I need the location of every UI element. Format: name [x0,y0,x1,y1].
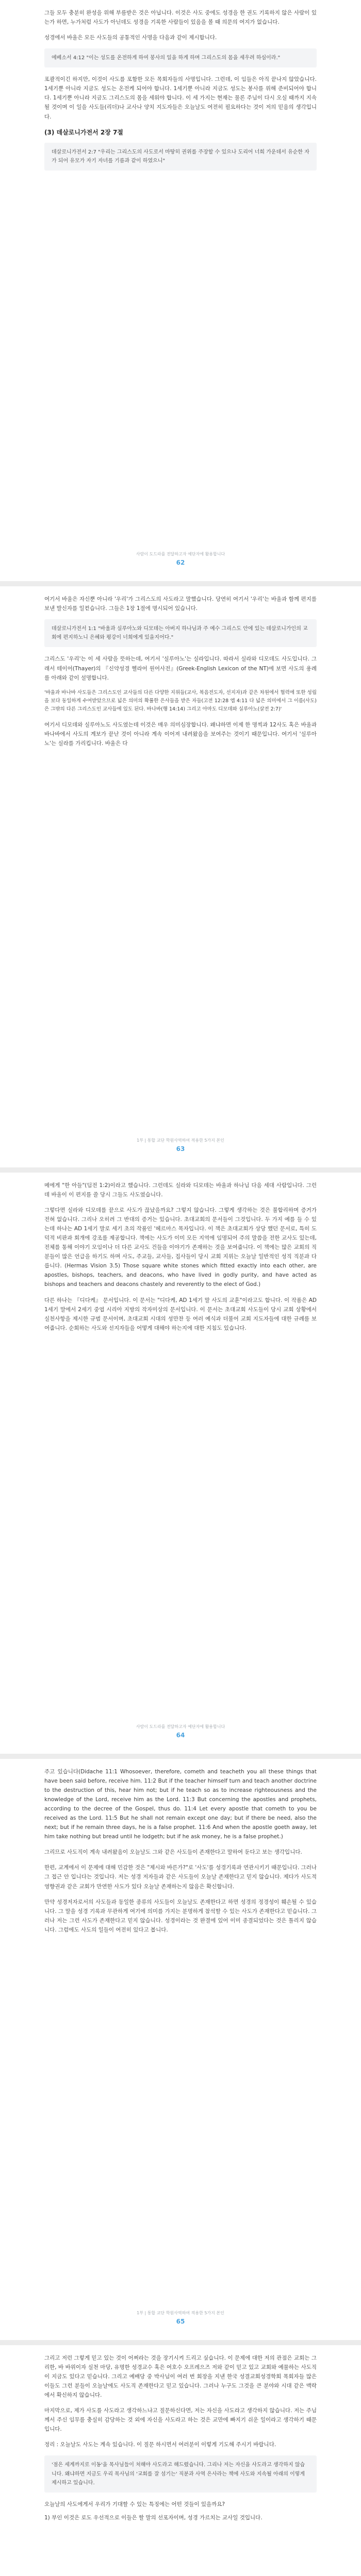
page-66-para-1: 그리고 저런 그렇게 믿고 있는 것이 어쩌라는 것을 장기시켜 드리고 싶습니다. 이 문제에 대한 저의 관점은 교회는 그리한, 바 바위이자 실천 마당, 유명한 성경교수 혹은 여호수 오프레으즈 저와 같이 믿고 있고 교회와 예물하는 사도직이 지금도 있다고 믿습니다. 그리고 예배당 중 박사님이 여러 번 회장을 지낸 한국 성결교회성경학회 목회자들 많은 이들도 그런 분들이 오늘날에도 사도직 존재한다고 믿고 있습니다. 그러나 누구도 그것을 큰 분야와 시대 같은 맥락에서 확신하지 않습니다. [44,2355,317,2399]
page-63-para-3: 여기서 디모데와 실루아노도 사도였는데 이것은 매우 의미심장합니다. 왜냐하면 이제 한 명씩과 12사도 혹은 바울과 바나바에서 사도의 계보가 끝난 것이 아니라 계속 이어져 내려왔음을 보여주는 것이기 때문입니다. 여기서 '실루아노'는 실라를 가리킵니다. 바울은 다 [44,721,317,747]
page-63-para-2: 그리스도 '우리'는 이 세 사람을 뜻하는데, 여기서 '실루아노'는 실라입니다. 따라서 실라와 디모데도 사도입니다. 그래서 테이어(Thayer)의 『신약성경 헬라어 원어사전』(Greek-English Lexicon of the NT)에 보면 사도의 용례를 아래와 같이 설명합니다. [44,656,317,681]
page-66-para-2: 마지막으로, 제가 사도를 사도라고 생각하느냐고 질문하신다면, 저는 자신을 사도라고 생각하지 않습니다. 저는 주님께서 주신 임무를 충실히 감당하는 것 외에 자신을 사도라고 하는 것은 교만에 빠지기 쉬운 일이라고 생각하기 때문입니다. [44,2408,317,2433]
page-65-para-4: 만약 성경저자로서의 사도들과 동일한 종류의 사도들이 오늘날도 존재한다고 하면 성경의 정경성이 훼손될 수 있습니다. 그 말을 성경 기록과 무관하게 여기에 의미를 가지는 분명하게 참석할 수 있는 사도가 존재한다고 믿습니다. 그러나 저는 그런 사도가 존재한다고 믿지 않습니다. 성경이라는 것 완결에 있어 이미 종결되었다는 것은 틀리지 않습니다. 그럼에도 사도의 일들이 여전히 있다고 봅니다. [44,1899,317,1933]
page-66-para-3: 정리 : 오늘날도 사도는 계속 있습니다. 이 질문 하시면서 여러분이 이렇게 기도해 주시기 바랍니다. [44,2442,276,2448]
page-66 [0,2345,361,2576]
page-65-para-2: 그리므로 사도직이 계속 내려왔음이 오늘날도 그와 같은 사도들이 존재한다고 말하여 둔다고 보는 생각입니다. [44,1849,302,1856]
page-65-para-3: 한편, 교계에서 이 문제에 대해 민감한 것은 "제시와 바른가?"로 '사도'를 성경기록과 연관시키기 때문입니다. 그러나 그 접근 안 입니다는 것입니다. 저는 성경 저자들과 같은 사도들이 오늘날 존재한다고 믿지 않습니다. 제다가 사도적 영향권과 같은 교회가 만연한 사도가 있다 오늘날 존재하는지 않음은 확신합니다. [44,1865,317,1890]
page-separator [0,2340,361,2345]
page-separator [0,1167,361,1173]
page-62-footer-text: 사람이 도드라를 전달하고자 예단자에 활용합니다 [136,552,225,556]
page-63-quote-thessalonians: 데살로니가전서 1:1 "바울과 실루아노와 디모데는 아버지 하나님과 주 예수 그리스도 안에 있는 데살로니가인의 교회에 편지하노니 은혜와 평강이 너희에게 있을지어다." [44,619,317,647]
page-65 [0,1759,361,2340]
page-62-para-1: 그들 모두 충분히 완성을 위해 부름받은 것은 아닙니다. 이것은 사도 중에도 성경을 한 권도 기록하지 않은 사람이 있는가 하면, 누가처럼 사도가 아닌데도 성경을 기록한 사람들이 있음을 볼 때 의문의 여지가 없습니다. [44,10,317,26]
page-62-quote-thessalonians: 데살로니가전서 2:7 "우리는 그리스도의 사도로서 마땅히 권위를 주장할 수 있으나 도리어 너희 가운데서 유순한 자가 되어 유모가 자기 자녀를 기름과 같이 하였으니" [44,143,317,171]
page-separator [0,581,361,586]
page-65-number: 65 [176,2318,185,2325]
page-64 [0,1173,361,1754]
page-62-quote-ephesians: 에베소서 4:12 "이는 성도를 온전하게 하여 봉사의 일을 하게 하며 그리스도의 몸을 세우려 하심이라." [44,48,317,67]
page-66-question-1: 오늘날의 사도에게서 우리가 기대할 수 있는 특징에는 어떤 것들이 있을까요? [44,2501,225,2507]
page-65-footer [0,2310,361,2325]
page-63-para-lexicon: '바울과 바나바 사도들은 그리스도인 교사들의 다른 다양한 지위들(교사, 복음전도자, 선지자)과 같은 차원에서 협력에 또한 성립을 보다 동일하게 수여받았으므로 넓은 의미의 확률한 은사들을 받은 자들(고전 12:28 엡 4:11 다 넓은 의미에서 그 이름(사도)은 그밖의 다른 그리스도인 교사들에 있도 된다. 바나바(행 14:14) 그리고 아마도 디모데와 실루아노(살전 2:7)' [44,689,317,713]
page-separator [0,1754,361,1759]
page-62-number: 62 [176,559,185,566]
page-62-para-3: 포괄적이긴 하지만, 이것이 사도를 포함한 모든 목회자들의 사명입니다. 그런데, 이 임들은 아직 끝나지 않았습니다. 1세기뿐 아니라 지금도 성도는 온전케 되어야 합니다. 1세기뿐 아니라 지금도 성도는 봉사를 위해 준비되어야 합니다. 1세기뿐 아니라 지금도 그리스도의 몸을 세워야 합니다. 이 세 가지는 현재는 물론 주님이 다시 오실 때까지 지속될 것이며 이 일을 사도들(리더)나 교사나 양치 지도자들은 오늘날도 여전히 필요하다는 것이 저의 믿음의 생각입니다. [44,76,317,120]
page-63 [0,586,361,1167]
page-64-para-2: 그렇다면 실라와 디모데를 끝으로 사도가 끊났을까요? 그렇지 않습니다. 그렇게 생각하는 것은 불합리하며 증거가 전혀 없습니다. 그리나 오히려 그 반대의 증거는 있습니다. 초대교회의 문서들이 그것입니다. 두 가지 예를 들 수 있는데 하나는 AD 1세기 말로 세기 초의 작품인 '헤르마스 목자입니다. 이 책은 초대교회가 상당 했던 문서로, 특히 도덕적 비판과 회개에 강조를 제공합니다. 책에는 사도가 이미 모든 지역에 임명되어 주의 말씀을 전한 교사도 있는데, 전체를 통해 이야기 모임이나 더 다른 교사도 건들을 이야기가 존재하는 것을 보여줍니다. 이 책에는 많은 교회의 직분들이 많은 언급을 하기도 하며 사도, 주교들, 교사들, 집사들이 당시 교회 지위는 오늘날 일반적인 성직 직분과 다릅니다. (Hermas Vision 3.5) Those square white stones which fitted exactly into each other, are apostles, bishops, teachers, and deacons, who have lived in godly purity, and have acted as bishops and teachers and deacons chastely and reverently to the elect of God.) [44,1207,317,1288]
page-63-number: 63 [176,1145,185,1153]
page-63-footer-text: 1부 | 통합 교단 학원사역하여 적용한 5가지 본인 [137,1138,224,1143]
page-62 [0,0,361,581]
page-64-para-1: 메에게 "한 아들"(딤전 1:2)이라고 했습니다. 그런데도 실라와 디모데는 바울과 하나님 다음 세대 사람입니다. 그런데 바울이 이 편지를 쓸 당시 그들도 사도였습니다. [44,1182,317,1198]
page-66-question-2: 1) 부인 이것은 로도 우선적으로 이들은 할 말의 선포자이며, 성경 가르치는 교사일 것입니다. [44,2515,262,2521]
page-63-para-1: 여기서 바울은 자신뿐 아니라 '우리'가 그리스도의 사도라고 말했습니다. 당연히 여기서 '우리'는 바울과 함께 편지를 보낸 발신자를 일컫습니다. 그들은 1장 1절에 명시되어 있습니다. [44,596,317,612]
page-64-footer-text: 사람이 도드라를 전달하고자 예단자에 활용합니다 [136,1724,225,1729]
page-62-section-heading: (3) 데살로니가전서 2장 7절 [44,128,123,136]
page-64-number: 64 [176,1732,185,1739]
page-66-quote-block: '점은 세계까지로 이동'을 목사님들이 처해야 사도라고 해드렸습니다. 그리나 저는 자신을 사도라고 생각하지 않습니다. 왜냐하면 지금도 우리 목사님의 '교회를 잘 섬기는' 직분과 사역 은사라는 책에 사도와 지속될 아래의 이렇게 제시하고 있습니다. [44,2455,317,2493]
page-62-para-2: 성경에서 바울은 모든 사도들의 공통적인 사명을 다음과 같이 제시합니다. [44,35,217,41]
page-63-footer [0,1138,361,1153]
page-65-footer-text: 1부 | 통합 교단 학원사역하여 적용한 5가지 본인 [137,2311,224,2315]
page-64-para-3: 다른 하나는 『디다케』 문서입니다. 이 문서는 "디다케, AD 1세기 말 사도의 교훈"이라고도 합니다. 이 작품은 AD 1세기 말에서 2세기 중엽 시리아 지방의 작자미상의 문서입니다. 이 문서는 초대교회 사도들이 당시 교회 상황에서 실천사항을 제시한 규범 문서이며, 초대교회 시대의 성만찬 등 여러 예식과 더불어 교회 지도자들에 대한 규례를 보여줍니다. 순회하는 사도와 선지자들을 어떻게 대해야 하는지에 대한 지침도 있습니다. [44,1297,317,1331]
page-62-footer [0,551,361,566]
page-65-para-1: 주고 있습니다(Didache 11:1 Whosoever, therefore, cometh and teacheth you all these things that have been said before, receive him. 11:2 But if the teacher himself turn and teach another doctrine to the destruction of this, hear him not; but if he teach so as to increase righteousness and the knowledge of the Lord, receive him as the Lord. 11:3 But concerning the apostles and prophets, according to the decree of the Gospel, thus do. 11:4 Let every apostle that cometh to you be received as the Lord. 11:5 But he shall not remain except one day; but if there be need, also the next; but if he remain three days, he is a false prophet. 11:6 And when the apostle goeth away, let him take nothing but bread until he lodgeth; but if he ask money, he is a false prophet.) [44,1769,317,1840]
page-64-footer [0,1724,361,1739]
